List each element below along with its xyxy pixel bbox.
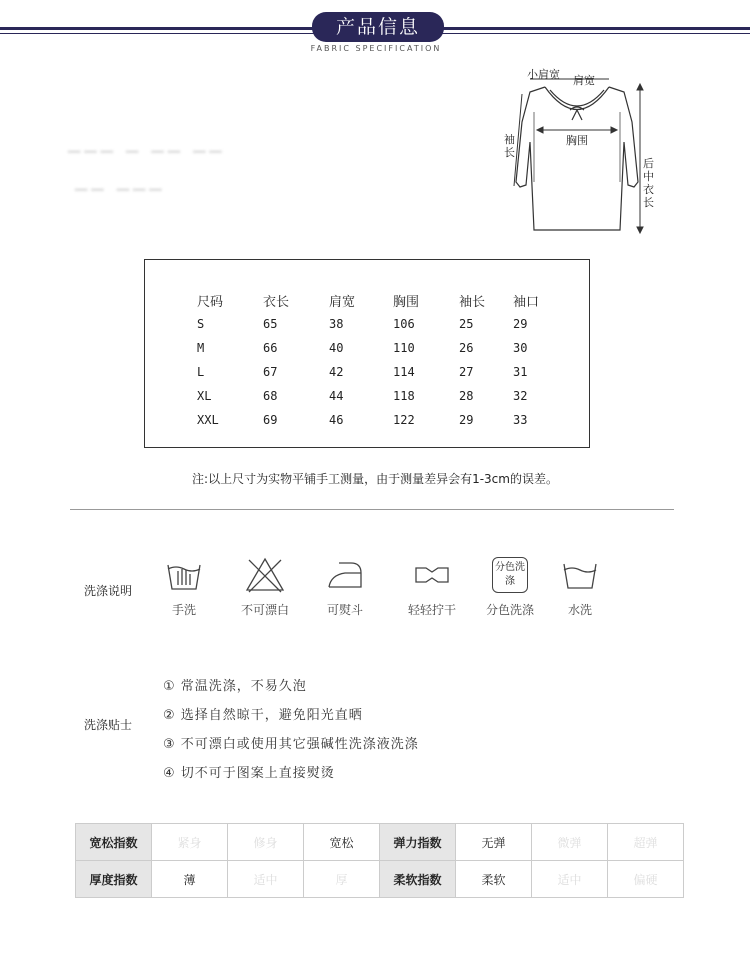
cell: 40 [329, 341, 344, 355]
garment-diagram [500, 62, 670, 242]
section-title: 产品信息 [312, 12, 444, 42]
index-option: 适中 [228, 861, 304, 898]
cell: 28 [459, 389, 474, 403]
wring-gently-icon [392, 555, 472, 595]
tip-item: ① 常温洗涤，不易久泡 [163, 679, 307, 694]
table-row [197, 336, 563, 360]
index-header: 柔软指数 [380, 861, 456, 898]
col-header: 袖口 [513, 294, 540, 310]
care-label: 水洗 [567, 603, 592, 617]
index-option: 微弹 [532, 824, 608, 861]
col-header: 肩宽 [329, 294, 356, 310]
section-subtitle: FABRIC SPECIFICATION [310, 44, 442, 53]
cell: 65 [263, 317, 278, 331]
col-header: 尺码 [197, 294, 224, 310]
size-table [197, 288, 563, 432]
cell: 68 [263, 389, 278, 403]
index-option-selected: 无弹 [456, 824, 532, 861]
table-row [197, 312, 563, 336]
care-item-separate [470, 555, 550, 618]
care-label: 轻轻拧干 [407, 603, 456, 617]
label-sleeve: 袖长 [504, 133, 515, 159]
table-row [197, 384, 563, 408]
cell: M [197, 341, 205, 355]
col-header: 胸围 [393, 294, 420, 310]
cell: 118 [393, 389, 415, 403]
index-option: 适中 [532, 861, 608, 898]
table-row [197, 408, 563, 432]
cell: 32 [513, 389, 528, 403]
index-option: 修身 [228, 824, 304, 861]
tip-item: ② 选择自然晾干，避免阳光直晒 [163, 708, 363, 723]
index-option-selected: 宽松 [304, 824, 380, 861]
machine-wash-icon [540, 555, 620, 595]
cell: XL [197, 389, 212, 403]
cell: XXL [197, 413, 219, 427]
index-header: 厚度指数 [76, 861, 152, 898]
no-bleach-icon [225, 555, 305, 595]
tips-title: 洗涤贴士 [84, 718, 133, 732]
hand-wash-icon [144, 555, 224, 595]
index-option-selected: 薄 [152, 861, 228, 898]
cell: 67 [263, 365, 278, 379]
care-item-no-bleach [225, 555, 305, 618]
cell: 26 [459, 341, 474, 355]
care-label: 不可漂白 [240, 603, 289, 617]
cell: 29 [459, 413, 474, 427]
divider [70, 509, 674, 510]
care-title: 洗涤说明 [84, 584, 133, 598]
cell: 66 [263, 341, 278, 355]
label-shoulder: 肩宽 [573, 74, 595, 87]
table-row [76, 861, 684, 898]
cell: 33 [513, 413, 528, 427]
label-chest: 胸围 [566, 134, 588, 147]
index-option: 厚 [304, 861, 380, 898]
cell: S [197, 317, 205, 331]
cell: 31 [513, 365, 528, 379]
care-item-water-wash [540, 555, 620, 618]
index-option: 偏硬 [608, 861, 684, 898]
cell: 114 [393, 365, 415, 379]
cell: 69 [263, 413, 278, 427]
table-row [197, 360, 563, 384]
cell: 27 [459, 365, 474, 379]
index-header: 弹力指数 [380, 824, 456, 861]
index-option: 紧身 [152, 824, 228, 861]
cell: 29 [513, 317, 528, 331]
index-option-selected: 柔软 [456, 861, 532, 898]
care-item-wring [392, 555, 472, 618]
cell: 110 [393, 341, 415, 355]
cell: 30 [513, 341, 528, 355]
index-header: 宽松指数 [76, 824, 152, 861]
blurred-text: ▁▁ ▁▁▁ [75, 172, 166, 191]
cell: 42 [329, 365, 344, 379]
size-table-header [197, 288, 563, 312]
cell: 25 [459, 317, 474, 331]
table-row [76, 824, 684, 861]
fabric-index-table [75, 823, 684, 898]
cell: 106 [393, 317, 415, 331]
index-option: 超弹 [608, 824, 684, 861]
tip-item: ④ 切不可于图案上直接熨烫 [163, 766, 335, 781]
blurred-text: ▁▁▁ ▁ ▁▁ ▁▁ [68, 134, 226, 153]
col-header: 衣长 [263, 294, 290, 310]
cell: 44 [329, 389, 344, 403]
measurement-note: 注:以上尺寸为实物平铺手工测量，由于测量差异会有1-3cm的误差。 [192, 472, 558, 486]
cell: 38 [329, 317, 344, 331]
separate-wash-badge: 分色洗涤 [492, 557, 528, 593]
label-back-length: 后中衣长 [643, 157, 654, 209]
care-label: 分色洗涤 [485, 603, 534, 617]
care-label: 可熨斗 [326, 603, 363, 617]
cell: 46 [329, 413, 344, 427]
care-label: 手洗 [171, 603, 196, 617]
cell: L [197, 365, 205, 379]
iron-icon [305, 555, 385, 595]
tip-item: ③ 不可漂白或使用其它强碱性洗涤液洗涤 [163, 737, 419, 752]
separate-wash-icon [470, 555, 550, 595]
care-item-hand-wash [144, 555, 224, 618]
cell: 122 [393, 413, 415, 427]
size-table-box [144, 259, 590, 448]
care-item-iron [305, 555, 385, 618]
label-small-shoulder: 小肩宽 [527, 68, 560, 81]
col-header: 袖长 [459, 294, 486, 310]
